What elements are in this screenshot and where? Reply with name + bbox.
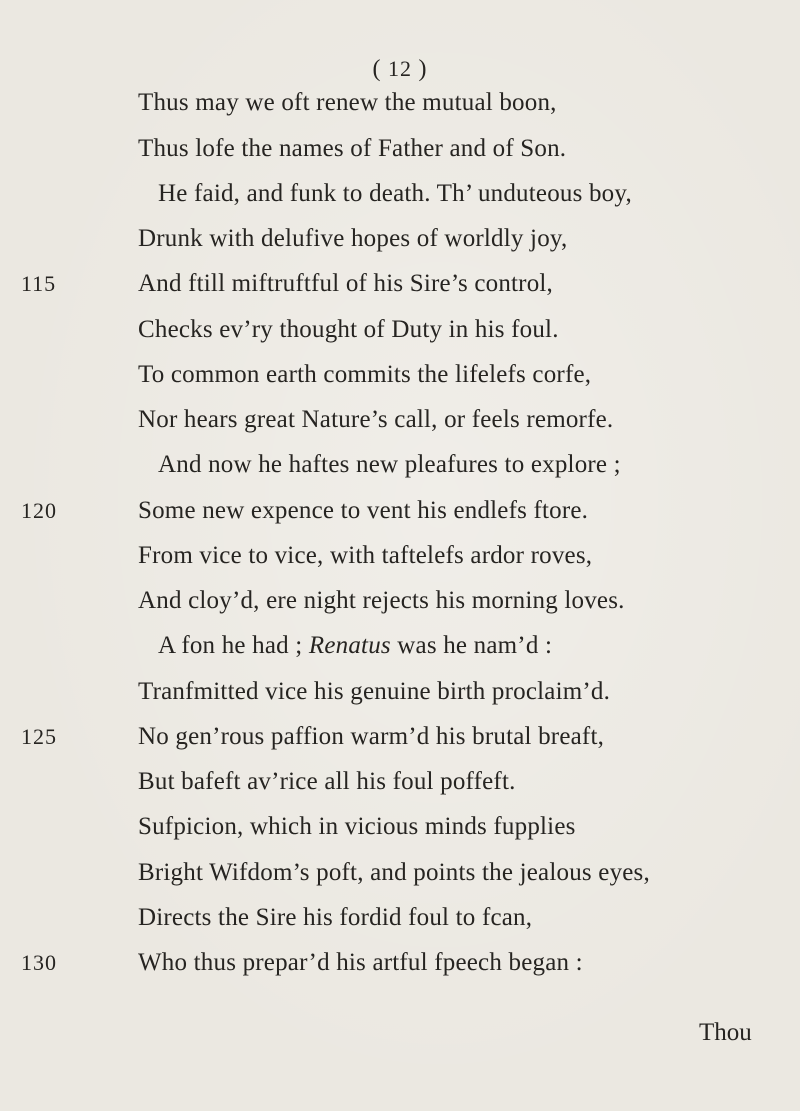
line-number: 125 xyxy=(21,724,57,749)
verse-line: Who thus prepar’d his artful fpeech began : xyxy=(138,949,583,976)
catchword: Thou xyxy=(699,1019,752,1046)
verse-line: Thus lofe the names of Father and of Son. xyxy=(138,135,567,162)
verse-line: And now he haftes new pleafures to explore ; xyxy=(158,451,621,478)
page-number: ( 12 ) xyxy=(372,56,428,82)
verse-line: Sufpicion, which in vicious minds fupplies xyxy=(138,813,576,840)
verse-line: And ftill miftruftful of his Sire’s control, xyxy=(138,270,554,297)
page-number-value: 12 xyxy=(388,56,412,81)
verse-line xyxy=(158,631,552,661)
verse-line: Thus may we oft renew the mutual boon, xyxy=(138,89,557,116)
verse-line: No gen’rous paffion warm’d his brutal breaft, xyxy=(138,723,605,750)
line-number: 115 xyxy=(21,271,57,296)
verse-line: And cloy’d, ere night rejects his morning loves. xyxy=(138,587,625,614)
verse-line: To common earth commits the lifelefs corfe, xyxy=(138,361,592,388)
verse-line: He faid, and funk to death. Th’ unduteous boy, xyxy=(158,180,632,207)
verse-line: Checks ev’ry thought of Duty in his foul. xyxy=(138,316,559,343)
verse-line: Tranfmitted vice his genuine birth proclaim’d. xyxy=(138,678,611,705)
verse-line: Some new expence to vent his endlefs ftore. xyxy=(138,497,589,524)
verse-text: was he nam’d : xyxy=(390,632,553,659)
verse-line: But bafeft av’rice all his foul poffeft. xyxy=(138,768,516,795)
verse-line: From vice to vice, with taftelefs ardor roves, xyxy=(138,542,593,569)
verse-line: Nor hears great Nature’s call, or feels remorfe. xyxy=(138,406,614,433)
italic-name: Renatus xyxy=(308,632,391,659)
verse-line: Drunk with delufive hopes of worldly joy, xyxy=(138,225,568,252)
line-number: 120 xyxy=(21,498,57,523)
verse-text: A fon he had ; xyxy=(158,632,309,659)
line-number: 130 xyxy=(21,950,57,975)
verse-line: Directs the Sire his fordid foul to fcan, xyxy=(138,904,533,931)
verse-line: Bright Wifdom’s poft, and points the jealous eyes, xyxy=(138,859,650,886)
